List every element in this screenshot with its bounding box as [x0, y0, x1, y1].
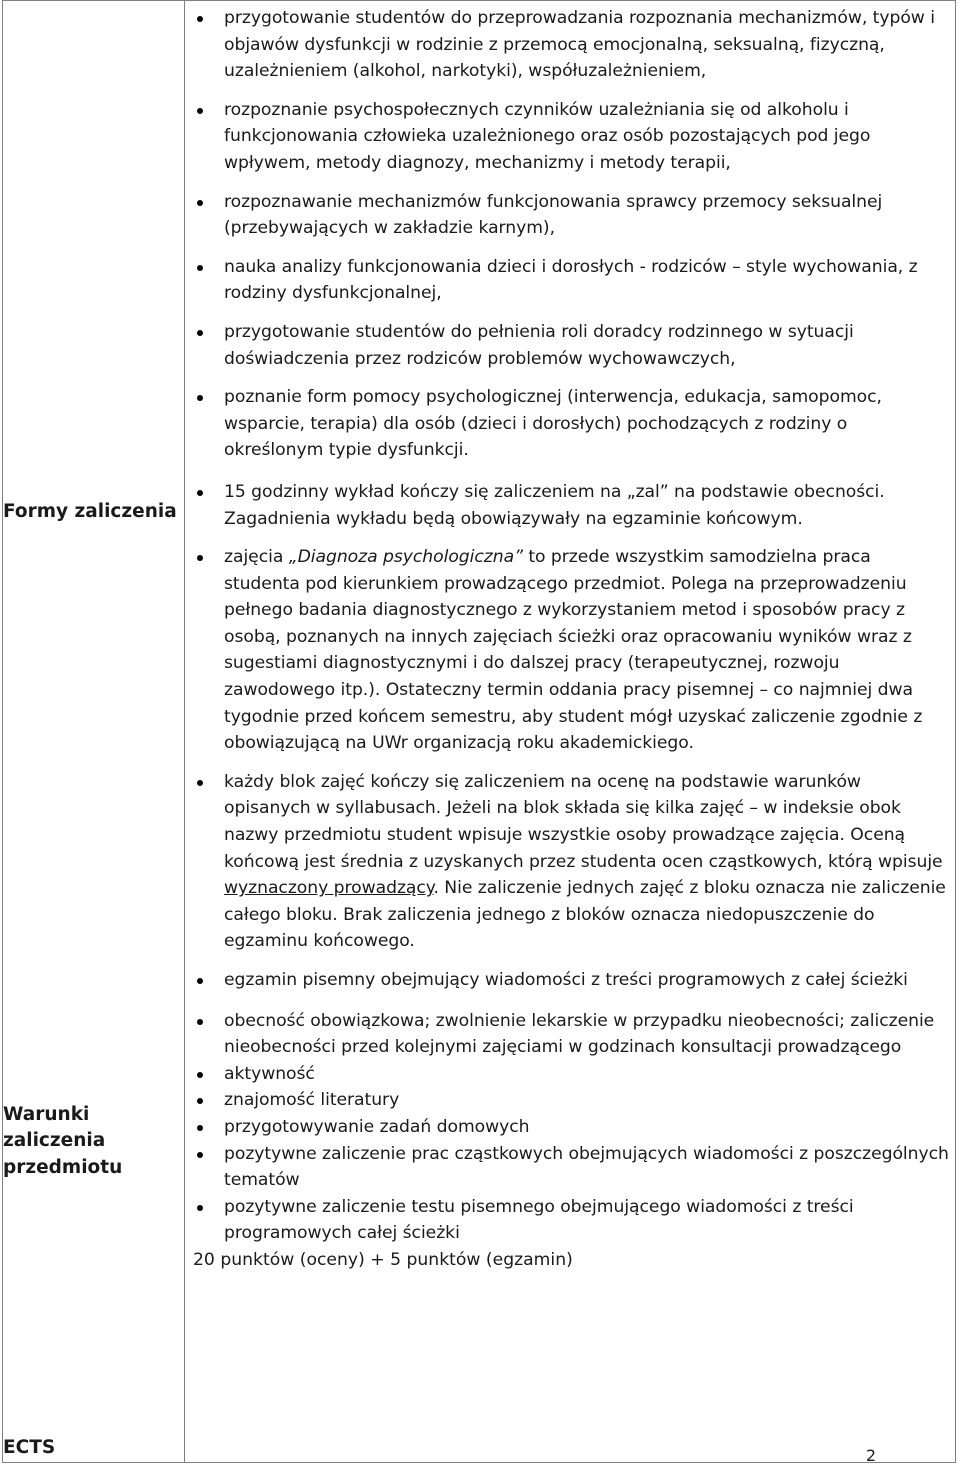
- content-column: [185, 1, 956, 1463]
- goals-item: nauka analizy funkcjonowania dzieci i dorosłych - rodziców – style wychowania, z rodziny dysfunkcjonalnej,: [185, 254, 955, 307]
- ects-value: 20 punktów (oceny) + 5 punktów (egzamin): [193, 1249, 573, 1270]
- conditions-list: [185, 1008, 955, 1247]
- goals-item: przygotowanie studentów do przeprowadzania rozpoznania mechanizmów, typów i objawów dysfunkcji w rodzinie z przemocą emocjonalną, seksualną, fizyczną, uzależnieniem (alkohol, narkotyki), współuzależnieniem,: [185, 5, 955, 85]
- page-number: 2: [865, 1446, 876, 1465]
- forms-item: [185, 544, 955, 757]
- goals-item: rozpoznanie psychospołecznych czynników uzależniania się od alkoholu i funkcjonowania człowieka uzależnionego oraz osób pozostających pod jego wpływem, metody diagnozy, mechanizmy i metody terapii,: [185, 97, 955, 177]
- spacer: [185, 177, 955, 189]
- spacer: [185, 242, 955, 254]
- conditions-label: Warunki zaliczenia przedmiotu: [3, 1103, 123, 1179]
- forms-item2-course: „Diagnoza psychologiczna”: [288, 547, 523, 568]
- forms-item: [185, 769, 955, 955]
- conditions-item: pozytywne zaliczenie testu pisemnego obejmującego wiadomości z treści programowych całej ścieżki: [185, 1194, 955, 1247]
- goals-list: [185, 5, 955, 464]
- forms-label: Formy zaliczenia: [3, 501, 177, 522]
- spacer: [185, 85, 955, 97]
- conditions-item: aktywność: [185, 1061, 955, 1088]
- forms-item2-pre: zajęcia: [224, 547, 289, 568]
- forms-list: [185, 479, 955, 994]
- forms-item3-post: . Nie zaliczenie jednych zajęć z bloku oznacza nie zaliczenie całego bloku. Brak zaliczenia jednego z bloków oznacza niedopuszczenie do egzaminu końcowego.: [224, 878, 946, 952]
- conditions-item: pozytywne zaliczenie prac cząstkowych obejmujących wiadomości z poszczególnych tematów: [185, 1141, 955, 1194]
- conditions-item: obecność obowiązkowa; zwolnienie lekarskie w przypadku nieobecności; zaliczenie nieobecności przed kolejnymi zajęciami w godzinach konsultacji prowadzącego: [185, 1008, 955, 1061]
- goals-item: poznanie form pomocy psychologicznej (interwencja, edukacja, samopomoc, wsparcie, terapia) dla osób (dzieci i dorosłych) pochodzących z rodziny o określonym typie dysfunkcji.: [185, 384, 955, 464]
- goals-item: przygotowanie studentów do pełnienia roli doradcy rodzinnego w sytuacji doświadczenia przez rodziców problemów wychowawczych,: [185, 319, 955, 372]
- forms-item3-pre: każdy blok zajęć kończy się zaliczeniem na ocenę na podstawie warunków opisanych w syllabusach. Jeżeli na blok składa się kilka zajęć – w indeksie obok nazwy przedmiotu student wpisuje wszystkie osoby prowadzące zajęcia. Oceną końcową jest średnia z uzyskanych przez studenta ocen cząstkowych, którą wpisuje: [224, 771, 943, 872]
- forms-item2-post: to przede wszystkim samodzielna praca studenta pod kierunkiem prowadzącego przedmiot. Polega na przeprowadzeniu pełnego badania diagnostycznego z wykorzystaniem metod i sposobów pracy z osobą, poznanych na innych zajęciach ścieżki oraz opracowaniu wyników wraz z sugestiami diagnostycznymi i do dalszej pracy (terapeutycznej, rozwoju zawodowego itp.). Ostateczny termin oddania pracy pisemnej – co najmniej dwa tygodnie przed końcem semestru, aby student mógł uzyskać zaliczenie zgodnie z obowiązującą na UWr organizacją roku akademickiego.: [224, 547, 923, 754]
- goals-item: rozpoznawanie mechanizmów funkcjonowania sprawcy przemocy seksualnej (przebywających w zakładzie karnym),: [185, 189, 955, 242]
- label-column: [3, 1, 185, 1463]
- spacer: [185, 307, 955, 319]
- forms-item: egzamin pisemny obejmujący wiadomości z treści programowych z całej ścieżki: [185, 967, 955, 994]
- syllabus-table: [2, 0, 956, 1463]
- forms-item: 15 godzinny wykład kończy się zaliczeniem na „zal” na podstawie obecności. Zagadnienia wykładu będą obowiązywały na egzaminie końcowym.: [185, 479, 955, 532]
- ects-label: ECTS: [3, 1436, 56, 1458]
- conditions-item: znajomość literatury: [185, 1087, 955, 1114]
- spacer: [185, 372, 955, 384]
- spacer: [185, 955, 955, 967]
- forms-item3-underlined: wyznaczony prowadzący: [224, 878, 434, 899]
- spacer: [185, 757, 955, 769]
- conditions-item: przygotowywanie zadań domowych: [185, 1114, 955, 1141]
- spacer: [185, 532, 955, 544]
